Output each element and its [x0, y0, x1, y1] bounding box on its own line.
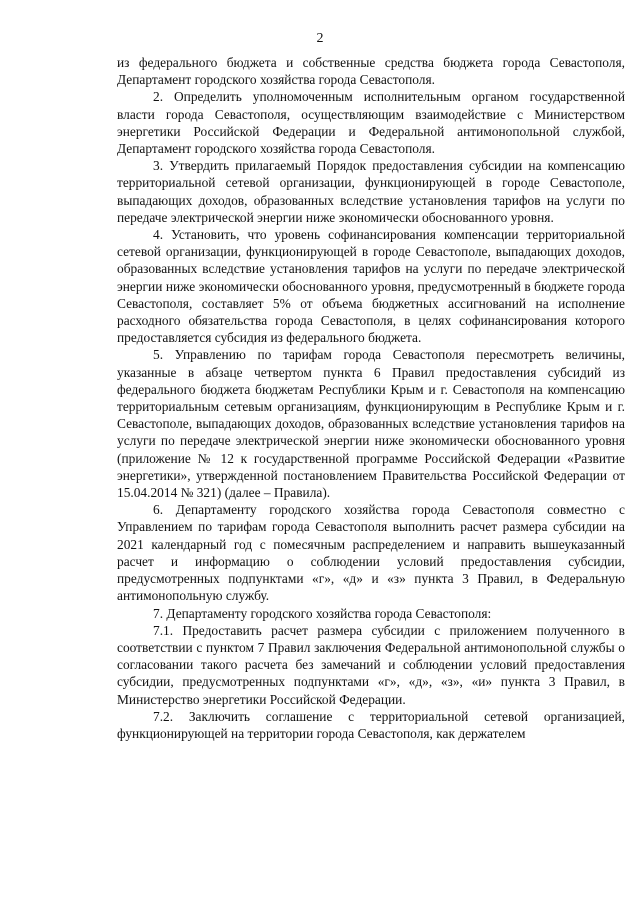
document-body: [117, 54, 625, 742]
paragraph-item-7-2: 7.2. Заключить соглашение с территориальной сетевой организацией, функционирующей на территории города Севастополя, как держателем: [117, 708, 625, 741]
paragraph-item-4: 4. Установить, что уровень софинансирования компенсации территориальной сетевой организации, функционирующей в городе Севастополе, выпадающих доходов, образованных вследствие установления тарифов на услуги по передаче электрической энергии ниже экономически обоснованного уровня, предусмотренный в бюджете города Севастополя, составляет 5% от объема бюджетных ассигнований на исполнение расходного обязательства города Севастополя, в целях софинансирования которого предоставляется субсидия из федерального бюджета.: [117, 227, 625, 346]
paragraph-item-7-1: 7.1. Предоставить расчет размера субсидии с приложением полученного в соответствии с пунктом 7 Правил заключения Федеральной антимонопольной службы о согласовании такого расчета без замечаний и соблюдении условий предоставления субсидии, предусмотренных подпунктами «г», «д», «з», «и» пункта 3 Правил, в Министерство энергетики Российской Федерации.: [117, 622, 625, 707]
paragraph-item-2: 2. Определить уполномоченным исполнительным органом государственной власти города Севастополя, осуществляющим взаимодействие с Министерством энергетики Российской Федерации и Федеральной антимонопольной службой, Департамент городского хозяйства города Севастополя.: [117, 89, 625, 157]
paragraph-item-5: 5. Управлению по тарифам города Севастополя пересмотреть величины, указанные в абзаце четвертом пункта 6 Правил предоставления субсидий из федерального бюджета бюджетам Республики Крым и г. Севастополя на компенсацию территориальным сетевым организациям, функционирующим в Республике Крым и г. Севастополе, выпадающих доходов, образованных вследствие установления тарифов на услуги по передаче электрической энергии ниже экономически обоснованного уровня (приложение № 12 к государственной программе Российской Федерации «Развитие энергетики», утвержденной постановлением Правительства Российской Федерации от 15.04.2014 № 321) (далее – Правила).: [117, 347, 625, 501]
paragraph-continuation: из федерального бюджета и собственные средства бюджета города Севастополя, Департамент городского хозяйства города Севастополя.: [117, 55, 625, 88]
paragraph-item-7: 7. Департаменту городского хозяйства города Севастополя:: [153, 605, 492, 621]
paragraph-item-3: 3. Утвердить прилагаемый Порядок предоставления субсидии на компенсацию территориальной сетевой организации, функционирующей в городе Севастополе, выпадающих доходов, образованных вследствие установления тарифов на услуги по передаче электрической энергии ниже экономически обоснованного уровня.: [117, 158, 625, 225]
page-number: 2: [316, 31, 324, 46]
paragraph-item-6: 6. Департаменту городского хозяйства города Севастополя совместно с Управлением по тарифам города Севастополя выполнить расчет размера субсидии на 2021 календарный год с помесячным распределением и направить вышеуказанный расчет и информацию о соблюдении условий предоставления субсидии, предусмотренных подпунктами «г», «д» и «з» пункта 3 Правил, в Федеральную антимонопольную службу.: [117, 502, 625, 604]
